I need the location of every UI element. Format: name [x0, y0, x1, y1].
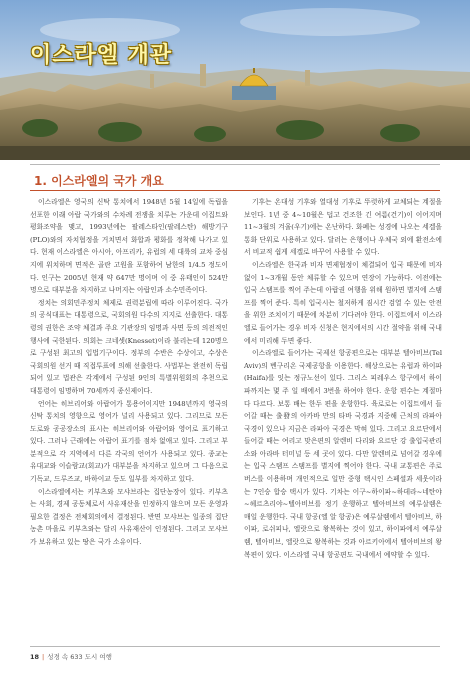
left-text-column: [30, 196, 228, 549]
footer-divider: [30, 646, 440, 647]
top-divider: [30, 164, 440, 165]
heading-underline: [30, 190, 440, 191]
page-number: 18: [30, 653, 40, 661]
paragraph: 언어는 히브리어와 아랍어가 통용어이지만 1948년까지 영국의 신탁 통치의 영향으로 영어가 널리 사용되고 있다. 그리므로 모든 도로와 공공장소의 표시는 히브리어와 아랍어와 영어로 표기하고 있다. 그러나 근래에는 아랍어 표기를 점차 없애고 있다. 그리고 부분적으로 각 지역에서 다른 각국의 언어가 사용되고 있다. 종교는 유대교와 이슬람교(회교)가 대부분을 차지하고 있으며 그 다음으로 기독교, 드루즈교, 바하이교 등도 일부를 차지하고 있다.: [30, 399, 228, 484]
paragraph: 정치는 의회민주정치 체제로 권력분립에 따라 이루어진다. 국가의 공식대표는 대통령으로, 국회의원 다수의 지지로 선출한다. 대통령의 권한은 조약 체결과 주요 기관장의 임명과 사면 등의 의전적인 행사에 국한된다. 의회는 크네셋(Knesset)이라 불리는데 120명으로 구성된 최고의 입법기구이다. 정부의 수반은 수상이고, 수상은 국회의원 선거 때 직접투표에 의해 선출한다. 사법부는 완전히 독립되어 있고 법관은 각계에서 구성된 9인의 특별위원회의 추천으로 대통령이 임명하며 70세까지 종신제이다.: [30, 298, 228, 395]
paragraph: 이스라엘은 영국의 신탁 통치에서 1948년 5월 14일에 독립을 선포한 이래 아랍 국가와의 수차례 전쟁을 치루는 가운데 이집트와 평화조약을 맺고, 1993년에는 팔레스타인(팔레스탄) 해방기구(PLO)와의 자치협정을 거치면서 화합과 평화를 정착해 나가고 있다. 현재 이스라엘은 아시아, 아프리카, 유럽의 세 대륙의 교차 중심지에 위치하며 면적은 골란 고원을 포함하여 남한의 1/4.5 정도이다. 인구는 2005년 현재 약 647만 명이며 이 중 유태인이 524만 명으로 대부분을 차지하고 나머지는 아랍인과 소수민족이다.: [30, 198, 228, 295]
paragraph: 기후는 온대성 기후와 열대성 기후로 뚜렷하게 교체되는 계절을 보인다. 1년 중 4~10월은 덥고 건조한 긴 여름(건기)이 이어지며 11~3월의 겨울(우기)에는 온난하다. 화폐는 성경에 나오는 세겔을 통화 단위로 사용하고 있다. 달러는 은행이나 우체국 외에 환전소에서 비교적 쉽게 세겔로 바꾸어 사용할 수 있다.: [244, 198, 442, 257]
banner-title: 이스라엘 개관: [30, 43, 173, 68]
section-heading: 1. 이스라엘의 국가 개요: [34, 174, 164, 188]
book-title: 성경 속 633 도시 여행: [47, 653, 112, 661]
paragraph: 이스라엘은 한국과 비자 면제협정이 체결되어 입국 때문에 비자 없이 1~3개월 동안 체류할 수 있으며 연장이 가능하다. 이전에는 입국 스탬프를 찍어 주는데 아랍권 여행을 위해 원하면 별지에 스탬프를 찍어 준다. 특히 입국시는 철저하게 짐시간 검열 수 있는 안전을 위한 조치이기 때문에 차분히 기다려야 한다. 이집트에서 이스라엘로 들어가는 경우 비자 신청은 현지에서의 시간 절약을 위해 국내에서 미리해 두면 좋다.: [244, 260, 442, 345]
page-footer: [30, 652, 112, 661]
paragraph: 이스라엘로 들어가는 국제선 항공편으로는 대부분 텔아비브(Tel Aviv)의 벤구리온 국제공항을 이용한다. 해상으로는 유럽과 하이파(Haifa)를 잇는 정규노선이 있다. 그리스 피레우스 항구에서 하이파까지는 몇 주 일 배에서 3번을 하여야 한다. 운항 편수는 계절마다 다르다. 보통 배는 한두 편을 운항한다. 육로로는 이집트에서 들어갈 때는 출發의 아카바 만의 타바 국경과 지중해 근처의 라파아 국경이 있으나 지금은 라파아 국경은 막혀 있다. 그리고 요르단에서 들어갈 때는 여리고 맞은편의 알렌비 다리와 요르단 강 출입국관리소와 아라바 터미널 등 세 곳이 있다. 다만 알렌비로 넘어갈 경우에는 입국 스탬프 스탬프를 별지에 찍어야 한다. 국내 교통편은 주로 버스를 이용하며 개인적으로 일만 중형 택시인 스페셜과 세웃이라는 7인승 합승 택시가 있다. 기차는 이구~하이파~하데라~네탄야~헤르츠리야~텔아비브를 정기 운행하고 텔아비브의 예루살렘은 매일 운행한다. 국내 항공(엘 알 항공)은 예루살렘에서 텔아비브, 하이파, 로쉬피나, 엘랏으로 왕복하는 것이 있고, 하이파에서 예루살렘, 텔아비브, 엘랏으로 왕복하는 것과 아르키아에서 텔아비브의 왕복편이 있다. 이스라엘 국내 항공편도 국내에서 예약할 수 있다.: [244, 349, 442, 559]
footer-separator: |: [42, 653, 45, 661]
jerusalem-panorama-photo: [0, 0, 470, 160]
right-text-column: [244, 196, 442, 561]
paragraph: 이스라엘에서는 키부츠와 모샤브라는 집단농장이 있다. 키부츠는 사회, 경제 공동체로서 사유재산을 인정하지 않으며 모든 운영과 필요한 결정은 전체회의에서 결정된다. 반면 모샤브는 일종의 집단 농촌 마을로 키부츠와는 달리 사유재산이 인정된다. 그리고 모샤브가 보유하고 있는 땅은 국가 소유이다.: [30, 487, 228, 547]
jerusalem-skyline-illustration: [0, 0, 470, 160]
